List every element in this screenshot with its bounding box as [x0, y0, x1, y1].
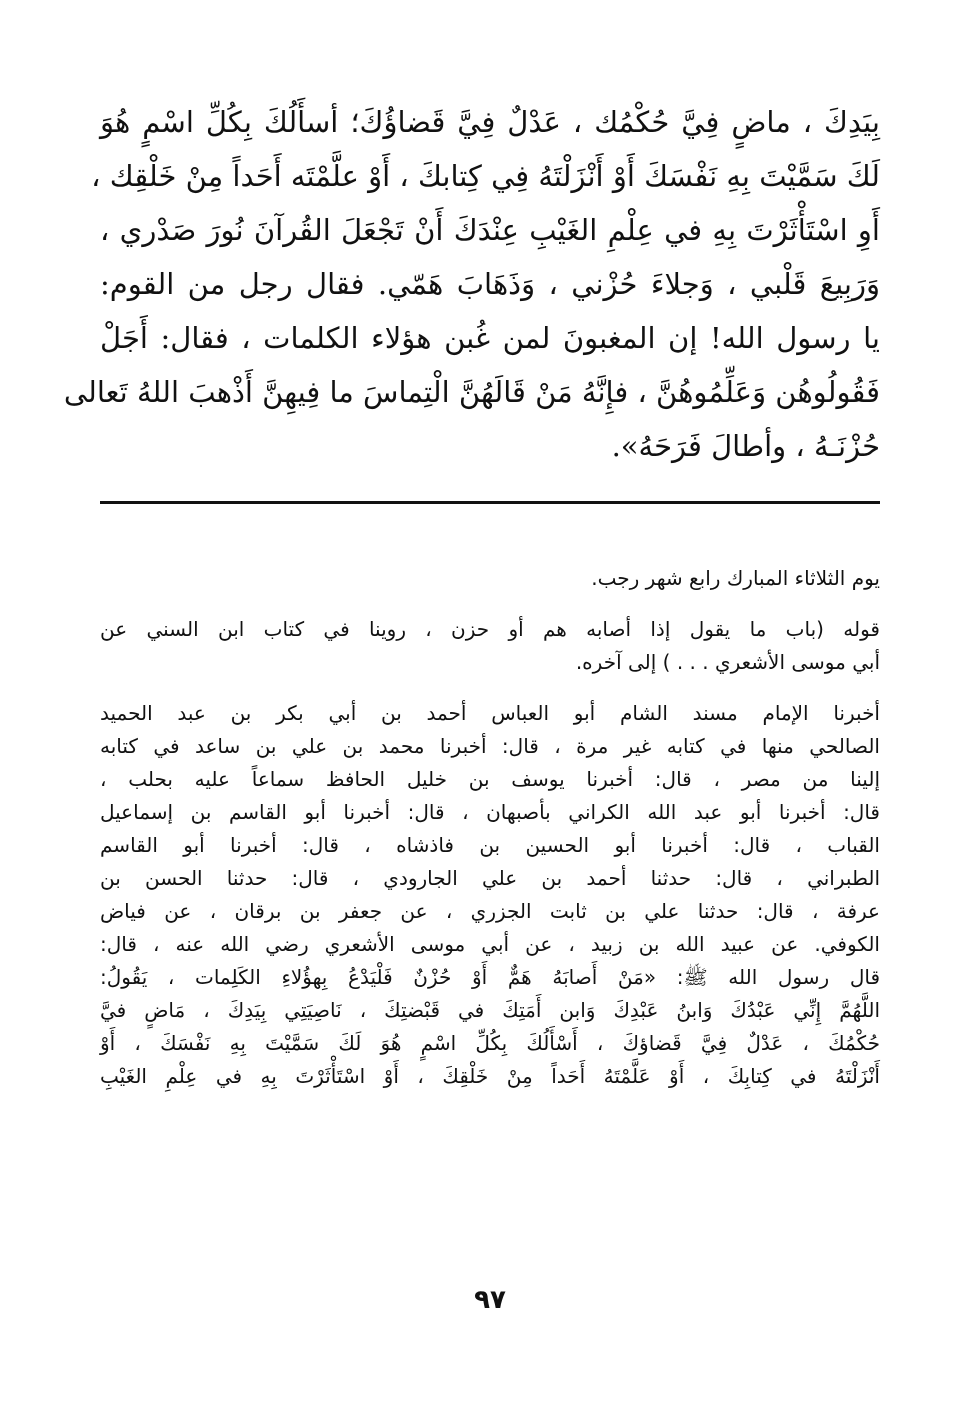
isnad-line: عرفة ، قال: حدثنا علي بن ثابت الجزري ، عن جعفر بن برقان ، عن فياض: [100, 899, 880, 923]
isnad-line: الكوفي. عن عبيد الله بن زبيد ، عن أبي موسى الأشعري رضي الله عنه ، قال:: [100, 932, 880, 956]
isnad-line: أخبرنا الإمام مسند الشام أبو العباس أحمد بن أبي بكر بن عبد الحميد: [100, 701, 880, 725]
isnad-line: إلينا من مصر ، قال: أخبرنا يوسف بن خليل الحافظ سماعاً عليه بحلب ،: [100, 767, 880, 791]
isnad-line: الصالحي منها في كتابه غير مرة ، قال: أخبرنا محمد بن علي بن ساعد في كتابه: [100, 734, 880, 758]
hadith-line: حُزْنَـهُ ، وأطالَ فَرَحَهُ».: [611, 429, 880, 463]
isnad-line: الطبراني ، قال: حدثنا أحمد بن علي الجارودي ، قال: حدثنا الحسن بن: [100, 866, 880, 890]
date-line: [100, 562, 880, 595]
page-content: [63, 95, 880, 1427]
hadith-line: أَوِ اسْتَأْثَرْتَ بِهِ في عِلْمِ الغَيْبِ عِنْدَكَ أَنْ تَجْعَلَ القُرآنَ نُورَ صَدْري ،: [100, 213, 880, 247]
hadith-line: فَقُولُوهُن وَعَلِّمُوهُنَّ ، فإِنَّهُ مَنْ قَالَهُنَّ الْتِماسَ ما فِيهِنَّ أَذْهبَ اللهُ تَعالى: [63, 375, 880, 409]
isnad-paragraph: [100, 697, 880, 1093]
hadith-line: لَكَ سَمَّيْتَ بِهِ نَفْسَكَ أَوْ أَنْزَلْتَهُ فِي كِتابكَ ، أَوْ علَّمْتَه أَحَداً مِنْ خَلْقِك ،: [91, 159, 880, 193]
isnad-line: اللَّهُمَّ إِنِّي عَبْدُكَ وَابنُ عَبْدِكَ وَابن أَمَتِكَ في قَبْضتِكَ ، نَاصِيَتِي بِيَدِكَ ، مَاضٍ فيَّ: [100, 998, 880, 1022]
hadith-line: وَرَبِيعَ قَلْبي ، وَجلاءَ حُزْني ، وَذَهَابَ هَمّي. فقال رجل من القوم:: [100, 267, 880, 301]
date-line-text: يوم الثلاثاء المبارك رابع شهر رجب.: [591, 566, 880, 590]
isnad-line: حُكْمُكَ ، عَدْلٌ فِيَّ قَضاؤكَ ، أَسْأَلُكَ بِكُلِّ اسْمٍ هُوَ لَكَ سَمَّيْتَ بِهِ نَفْسَكَ ، أَوْ: [100, 1031, 880, 1055]
isnad-line: قال رسول الله ﷺ: «مَنْ أَصابَهُ هَمٌّ أَوْ حُزْنٌ فَلْيَدْعُ بِهؤُلاءِ الكَلِمات ، يَقُولُ:: [100, 965, 880, 989]
isnad-line: القباب ، قال: أخبرنا أبو الحسين بن فاذشاه ، قال: أخبرنا أبو القاسم: [100, 833, 880, 857]
chapter-reference: [100, 613, 880, 679]
hadith-text-block: [63, 95, 880, 473]
isnad-line: قال: أخبرنا أبو عبد الله الكراني بأصبهان ، قال: أخبرنا أبو القاسم بن إسماعيل: [100, 800, 880, 824]
chapter-line: قوله (باب ما يقول إذا أصابه هم أو حزن ، روينا في كتاب ابن السني عن: [100, 617, 880, 641]
hadith-line: يا رسول الله! إن المغبونَ لمن غُبن هؤلاء الكلمات ، فقال: أَجَلْ: [100, 321, 880, 355]
footnote-divider: [100, 501, 880, 504]
chapter-line: أبي موسى الأشعري . . . ) إلى آخره.: [575, 650, 880, 674]
hadith-line: بِيَدِكَ ، ماضٍ فِيَّ حُكْمُك ، عَدْلٌ فِيَّ قَضاؤُكَ؛ أسأَلُكَ بِكُلِّ اسْمٍ هُوَ: [100, 105, 880, 139]
page-number: ٩٧: [474, 1285, 506, 1315]
commentary-block: [100, 562, 880, 1093]
isnad-line: أَنْزَلْتَهُ في كِتابِكَ ، أَوْ عَلَّمْتَهُ أَحَداً مِنْ خَلْقِكَ ، أَوْ اسْتَأْثَرْتَ بِهِ في عِلْمِ الغَيْبِ: [100, 1064, 880, 1088]
